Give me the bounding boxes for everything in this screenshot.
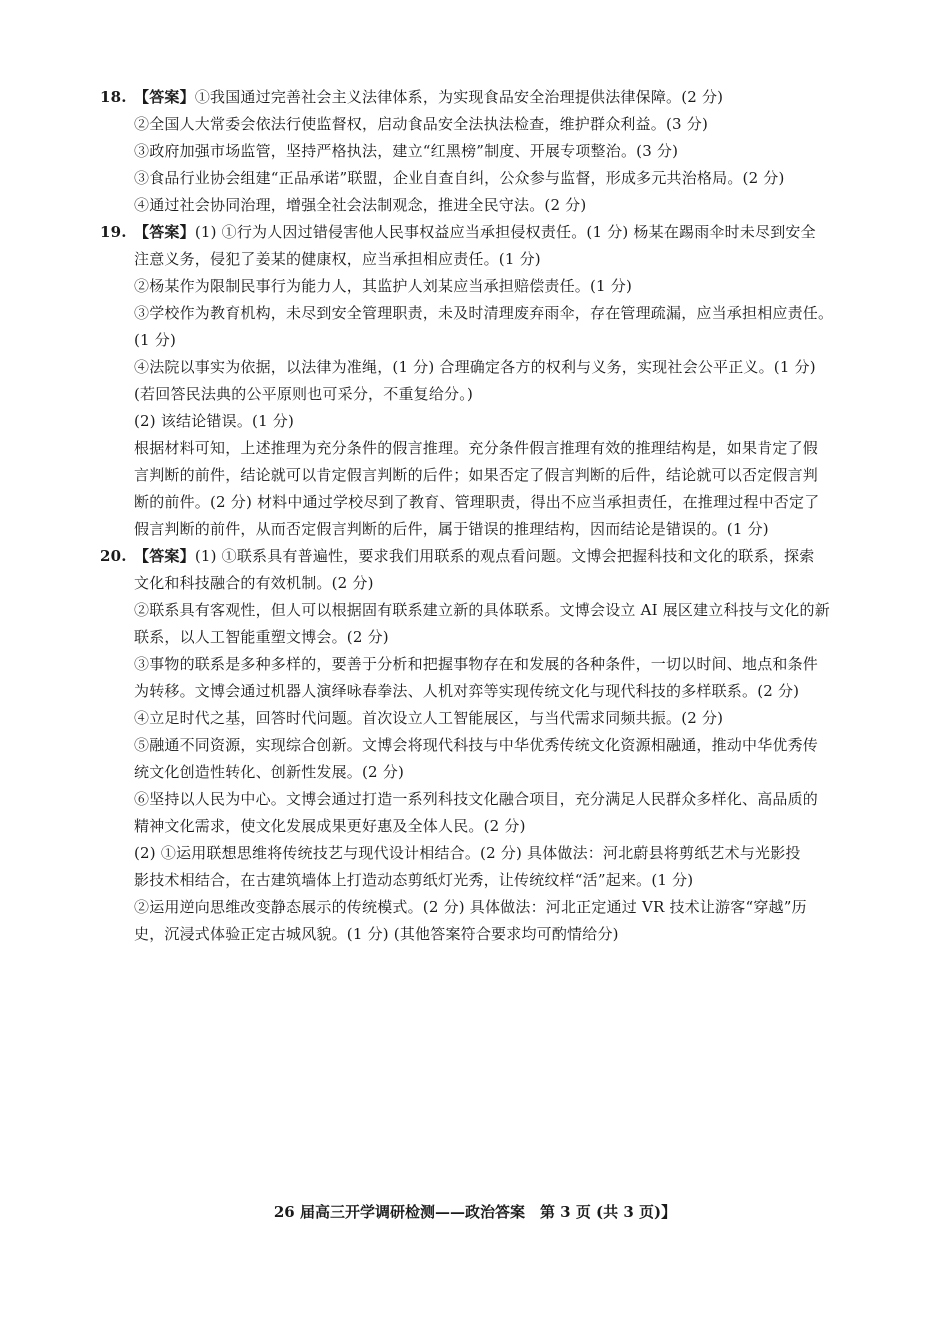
answer-line: 言判断的前件，结论就可以肯定假言判断的后件；如果否定了假言判断的后件，结论就可以否定假言判 xyxy=(134,466,819,484)
answer-line: ④立足时代之基，回答时代问题。首次设立人工智能展区，与当代需求同频共振。(2 分) xyxy=(134,709,724,727)
question-block xyxy=(100,543,850,948)
answer-line: ⑤融通不同资源，实现综合创新。文博会将现代科技与中华优秀传统文化资源相融通，推动中华优秀传 xyxy=(134,736,819,754)
answer-line: ④通过社会协同治理，增强全社会法制观念，推进全民守法。(2 分) xyxy=(134,196,587,214)
answer-line: 联系，以人工智能重塑文博会。(2 分) xyxy=(134,628,389,646)
answer-line: 断的前件。(2 分) 材料中通过学校尽到了教育、管理职责，得出不应当承担责任，在推理过程中否定了 xyxy=(134,493,820,511)
answer-line: 史，沉浸式体验正定古城风貌。(1 分) (其他答案符合要求均可酌情给分) xyxy=(134,925,619,943)
answer-line: ④法院以事实为依据，以法律为准绳，(1 分) 合理确定各方的权利与义务，实现社会公平正义。(1 分) xyxy=(134,358,816,376)
answer-label: 【答案】 xyxy=(134,547,195,565)
answer-label: 【答案】 xyxy=(134,88,195,106)
answer-text: (1) ①行为人因过错侵害他人民事权益应当承担侵权责任。(1 分) 杨某在踢雨伞时未尽到安全 xyxy=(194,223,816,241)
answer-line: (1 分) xyxy=(134,331,177,349)
answer-line: 统文化创造性转化、创新性发展。(2 分) xyxy=(134,763,405,781)
answer-text: ①我国通过完善社会主义法律体系，为实现食品安全治理提供法律保障。(2 分) xyxy=(194,88,724,106)
answer-line: (2) ①运用联想思维将传统技艺与现代设计相结合。(2 分) 具体做法：河北蔚县将剪纸艺术与光影投 xyxy=(134,844,801,862)
answer-line: ③政府加强市场监管，坚持严格执法，建立“红黑榜”制度、开展专项整治。(3 分) xyxy=(134,142,679,160)
answer-text: (1) ①联系具有普遍性，要求我们用联系的观点看问题。文博会把握科技和文化的联系，探索 xyxy=(194,547,815,565)
question-first-line xyxy=(100,219,850,246)
answer-line: ②运用逆向思维改变静态展示的传统模式。(2 分) 具体做法：河北正定通过 VR 技术让游客“穿越”历 xyxy=(134,898,807,916)
answer-line: (若回答民法典的公平原则也可采分，不重复给分。) xyxy=(134,385,474,403)
answer-line: ⑥坚持以人民为中心。文博会通过打造一系列科技文化融合项目，充分满足人民群众多样化、高品质的 xyxy=(134,790,819,808)
answer-line: ②杨某作为限制民事行为能力人，其监护人刘某应当承担赔偿责任。(1 分) xyxy=(134,277,633,295)
question-first-line xyxy=(100,543,850,570)
answer-line: ③食品行业协会组建“正品承诺”联盟，企业自查自纠，公众参与监督，形成多元共治格局。(2 分) xyxy=(134,169,785,187)
question-number: 19. xyxy=(100,223,127,241)
answer-line: 假言判断的前件，从而否定假言判断的后件，属于错误的推理结构，因而结论是错误的。(1 分) xyxy=(134,520,769,538)
answer-line: ③学校作为教育机构，未尽到安全管理职责，未及时清理废弃雨伞，存在管理疏漏，应当承担相应责任。 xyxy=(134,304,834,322)
question-block xyxy=(100,84,850,219)
question-number: 18. xyxy=(100,88,127,106)
page-footer: 26 届高三开学调研检测——政治答案 第 3 页 (共 3 页)】 xyxy=(273,1203,677,1221)
question-number: 20. xyxy=(100,547,127,565)
question-first-line xyxy=(100,84,850,111)
answer-line: 文化和科技融合的有效机制。(2 分) xyxy=(134,574,374,592)
answer-line: ③事物的联系是多种多样的，要善于分析和把握事物存在和发展的各种条件，一切以时间、地点和条件 xyxy=(134,655,819,673)
answer-line: 精神文化需求，使文化发展成果更好惠及全体人民。(2 分) xyxy=(134,817,526,835)
answer-line: 根据材料可知，上述推理为充分条件的假言推理。充分条件假言推理有效的推理结构是，如果肯定了假 xyxy=(134,439,819,457)
answer-line: 注意义务，侵犯了姜某的健康权，应当承担相应责任。(1 分) xyxy=(134,250,541,268)
answer-line: 为转移。文博会通过机器人演绎咏春拳法、人机对弈等实现传统文化与现代科技的多样联系。(2 分) xyxy=(134,682,800,700)
answer-line: 影技术相结合，在古建筑墙体上打造动态剪纸灯光秀，让传统纹样“活”起来。(1 分) xyxy=(134,871,694,889)
answer-line: (2) 该结论错误。(1 分) xyxy=(134,412,295,430)
question-block xyxy=(100,219,850,543)
answer-line: ②联系具有客观性，但人可以根据固有联系建立新的具体联系。文博会设立 AI 展区建立科技与文化的新 xyxy=(134,601,830,619)
answer-line: ②全国人大常委会依法行使监督权，启动食品安全法执法检查，维护群众利益。(3 分) xyxy=(134,115,709,133)
answer-content xyxy=(100,84,850,948)
answer-label: 【答案】 xyxy=(134,223,195,241)
